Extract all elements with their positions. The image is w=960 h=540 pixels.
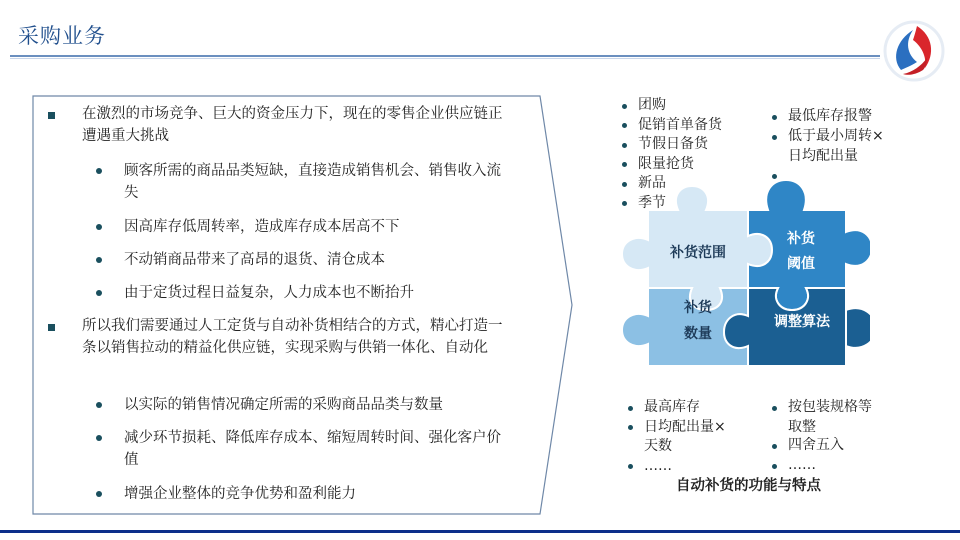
- dot-bullet-icon: [772, 464, 777, 469]
- sub-bullet: 因高库存低周转率，造成库存成本居高不下: [124, 219, 400, 235]
- square-bullet-icon: [48, 324, 55, 331]
- threshold-item: 低于最小周转×: [788, 128, 884, 144]
- quantity-list: [624, 398, 764, 478]
- dot-bullet-icon: [772, 444, 777, 449]
- dot-bullet-icon: [622, 123, 627, 128]
- footer-bar: [0, 530, 960, 533]
- bullet-list: [40, 103, 520, 513]
- sub-bullet: 增强企业整体的竞争优势和盈利能力: [124, 486, 356, 502]
- sub-bullet: 不动销商品带来了高昂的退货、清仓成本: [124, 252, 385, 268]
- puzzle-label-algorithm: 调整算法: [774, 314, 830, 330]
- scope-item: 促销首单备货: [638, 116, 722, 133]
- algorithm-item: 四舍五入: [788, 437, 844, 453]
- dot-bullet-icon: [772, 135, 777, 140]
- dot-bullet-icon: [622, 201, 627, 206]
- puzzle-label-quantity-2: 数量: [684, 326, 712, 342]
- threshold-list: [768, 107, 908, 187]
- scope-item: 节假日备货: [638, 136, 708, 152]
- dot-bullet-icon: [96, 435, 102, 441]
- dot-bullet-icon: [96, 491, 102, 497]
- header-divider: [10, 55, 880, 57]
- dot-bullet-icon: [628, 406, 633, 411]
- dot-bullet-icon: [96, 224, 102, 230]
- algorithm-item: 按包装规格等: [788, 399, 872, 415]
- threshold-item: 最低库存报警: [788, 108, 872, 124]
- quantity-item: ……: [644, 457, 672, 474]
- dot-bullet-icon: [622, 182, 627, 187]
- algorithm-item-cont: 取整: [788, 418, 816, 435]
- company-logo-icon: [883, 18, 945, 84]
- puzzle-label-threshold-1: 补货: [787, 231, 815, 247]
- bullet-challenge: 在激烈的市场竞争、巨大的资金压力下，现在的零售企业供应链正遭遇重大挑战: [82, 106, 503, 144]
- sub-bullet: 以实际的销售情况确定所需的采购商品品类与数量: [124, 397, 443, 413]
- diagram-caption: 自动补货的功能与特点: [676, 478, 821, 494]
- scope-item: 团购: [638, 97, 666, 113]
- dot-bullet-icon: [622, 143, 627, 148]
- dot-bullet-icon: [772, 406, 777, 411]
- square-bullet-icon: [48, 112, 55, 119]
- algorithm-item: ……: [788, 457, 816, 473]
- header-divider-light: [10, 58, 880, 59]
- dot-bullet-icon: [96, 290, 102, 296]
- dot-bullet-icon: [772, 174, 777, 179]
- quantity-item: 日均配出量×: [644, 418, 726, 435]
- sub-bullet: 减少环节损耗、降低库存成本、缩短周转时间、强化客户价值: [124, 430, 501, 468]
- dot-bullet-icon: [628, 464, 633, 469]
- sub-bullet: 顾客所需的商品品类短缺，直接造成销售机会、销售收入流失: [124, 163, 501, 201]
- puzzle-label-quantity-1: 补货: [684, 300, 712, 316]
- algorithm-list: [768, 398, 918, 478]
- scope-item: 限量抢货: [638, 155, 694, 172]
- puzzle-label-scope: 补货范围: [670, 245, 726, 261]
- page-title: 采购业务: [18, 24, 106, 48]
- scope-list: [618, 96, 748, 216]
- quantity-item-cont: 天数: [644, 438, 672, 454]
- dot-bullet-icon: [628, 425, 633, 430]
- dot-bullet-icon: [96, 257, 102, 263]
- threshold-item-cont: 日均配出量: [788, 147, 858, 164]
- sub-bullet: 由于定货过程日益复杂，人力成本也不断抬升: [124, 285, 414, 301]
- bullet-approach: 所以我们需要通过人工定货与自动补货相结合的方式，精心打造一条以销售拉动的精益化供应链，实现采购与供销一体化、自动化: [82, 318, 503, 356]
- dot-bullet-icon: [622, 162, 627, 167]
- scope-item: 新品: [638, 175, 666, 191]
- puzzle-label-threshold-2: 阈值: [787, 256, 815, 272]
- dot-bullet-icon: [96, 168, 102, 174]
- dot-bullet-icon: [96, 402, 102, 408]
- quantity-item: 最高库存: [644, 399, 700, 415]
- scope-item: 季节: [638, 194, 666, 211]
- dot-bullet-icon: [622, 104, 627, 109]
- dot-bullet-icon: [772, 115, 777, 120]
